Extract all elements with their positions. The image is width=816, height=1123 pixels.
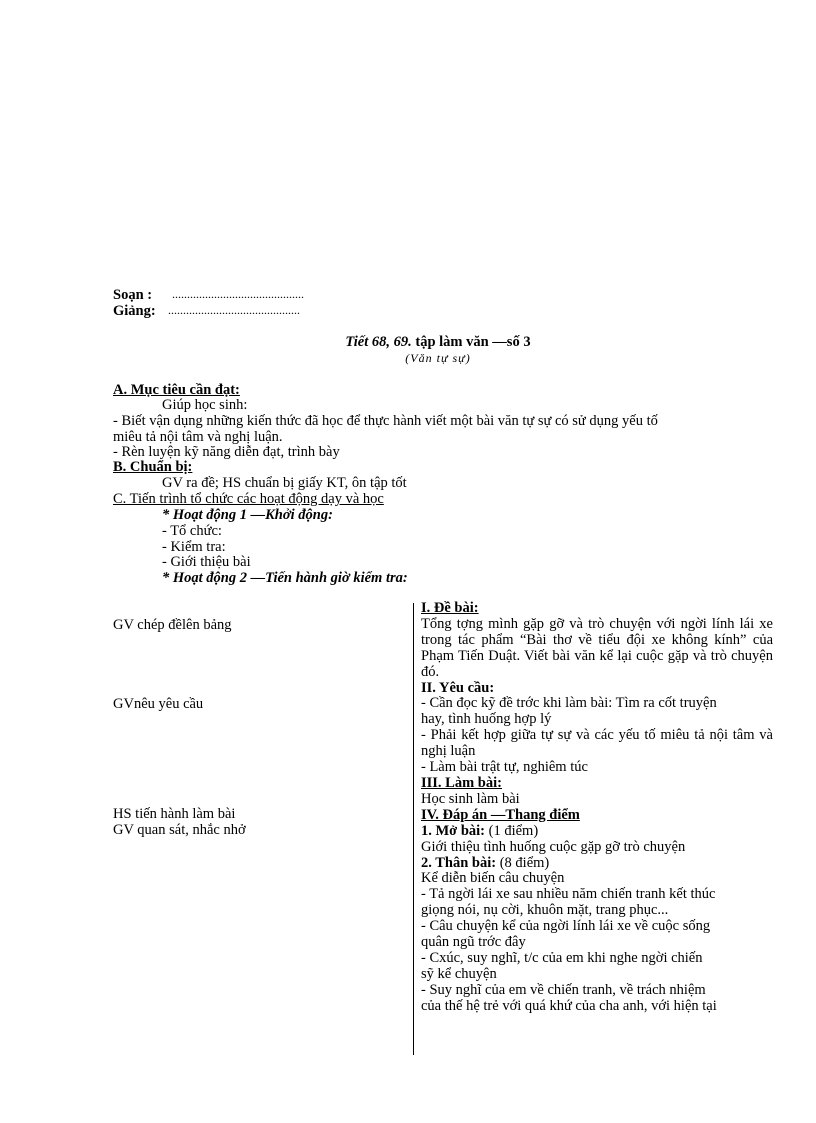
giang-dots: ............................................ [168, 303, 300, 317]
page-title [0, 334, 816, 351]
title-main: tập làm văn —số 3 [411, 334, 531, 350]
section-a-intro: Giúp học sinh: [162, 397, 248, 413]
than-bai-item: Kể diễn biến câu chuyện [421, 870, 565, 887]
section-c-heading: C. Tiến trình tổ chức các hoạt động dạy và học [113, 491, 384, 507]
de-bai-heading: I. Đề bài: [421, 600, 479, 616]
section-a-line1a: - Biết vận dụng những kiến thức đã học để thực hành viết một bài văn tự sự có sử dụng yếu tố [113, 413, 658, 429]
yeu-cau-item: - Cần đọc kỹ đề trớc khi làm bài: Tìm ra cốt truyện [421, 695, 717, 712]
than-bai-item: giọng nói, nụ cời, khuôn mặt, trang phục... [421, 902, 669, 919]
lam-bai-text: Học sinh làm bài [421, 790, 520, 807]
yeu-cau-heading: II. Yêu cầu: [421, 679, 495, 696]
yeu-cau-item: - Phải kết hợp giữa tự sự và các yếu tố miêu tả nội tâm và nghị luận [421, 727, 773, 760]
section-b-heading: B. Chuẩn bị: [113, 459, 193, 475]
title-prefix: Tiết 68, 69. [345, 334, 412, 350]
giang-label: Giảng: [113, 303, 156, 319]
section-a-heading: A. Mục tiêu cần đạt: [113, 382, 240, 398]
than-bai-item: - Cxúc, suy nghĩ, t/c của em khi nghe ngời chiến [421, 949, 703, 966]
mo-bai-line [421, 824, 773, 840]
than-bai-item: - Suy nghĩ của em về chiến tranh, về trách nhiệm [421, 981, 706, 998]
than-bai-line [421, 856, 773, 872]
left-gv-copy: GV chép đềlên bảng [113, 617, 232, 633]
left-hs-work: HS tiến hành làm bài [113, 806, 236, 822]
than-bai-item: sỹ kể chuyện [421, 965, 497, 982]
yeu-cau-item: - Làm bài trật tự, nghiêm túc [421, 759, 588, 776]
soan-label: Soạn : [113, 287, 153, 303]
than-bai-score: (8 điểm) [496, 854, 550, 871]
mo-bai-text: Giới thiệu tình huống cuộc gặp gỡ trò chuyện [421, 838, 686, 855]
mo-bai-score: (1 điểm) [485, 822, 539, 839]
de-bai-text: Tổng tợng mình gặp gỡ và trò chuyện với ngời lính lái xe trong tác phẩm “Bài thơ về tiểu đội xe không kính” của Phạm Tiến Duật. Viết bài văn kể lại cuộc gặp và trò chuyện đó. [421, 615, 773, 680]
section-b-line: GV ra đề; HS chuẩn bị giấy KT, ôn tập tốt [162, 475, 407, 491]
than-bai-item: quân ngũ trớc đây [421, 934, 526, 951]
activity-1-item: - Giới thiệu bài [162, 554, 251, 570]
than-bai-item: của thế hệ trẻ với quá khứ của cha anh, với hiện tại [421, 997, 717, 1014]
yeu-cau-item: hay, tình huống hợp lý [421, 711, 552, 728]
section-a-line2: - Rèn luyện kỹ năng diễn đạt, trình bày [113, 444, 340, 460]
left-gv-require: GVnêu yêu cầu [113, 696, 204, 712]
activity-1-item: - Tổ chức: [162, 523, 222, 539]
right-column [421, 601, 773, 1015]
soan-dots: ............................................ [172, 287, 304, 301]
title-subtitle: (Văn tự sự) [405, 351, 471, 365]
activity-1: * Hoạt động 1 —Khởi động: [162, 507, 333, 523]
than-bai-label: 2. Thân bài: [421, 854, 497, 871]
than-bai-item: - Tả ngời lái xe sau nhiều năm chiến tranh kết thúc [421, 886, 716, 903]
lam-bai-heading: III. Làm bài: [421, 774, 502, 791]
mo-bai-label: 1. Mở bài: [421, 822, 486, 839]
dap-an-heading: IV. Đáp án —Thang điểm [421, 806, 580, 823]
activity-2: * Hoạt động 2 —Tiến hành giờ kiểm tra: [162, 570, 408, 586]
than-bai-item: - Câu chuyện kể của ngời lính lái xe về cuộc sống [421, 918, 711, 935]
section-a-line1b: miêu tả nội tâm và nghị luận. [113, 429, 283, 445]
activity-1-item: - Kiểm tra: [162, 539, 226, 555]
column-divider [413, 603, 414, 1055]
left-gv-observe: GV quan sát, nhắc nhở [113, 822, 246, 838]
